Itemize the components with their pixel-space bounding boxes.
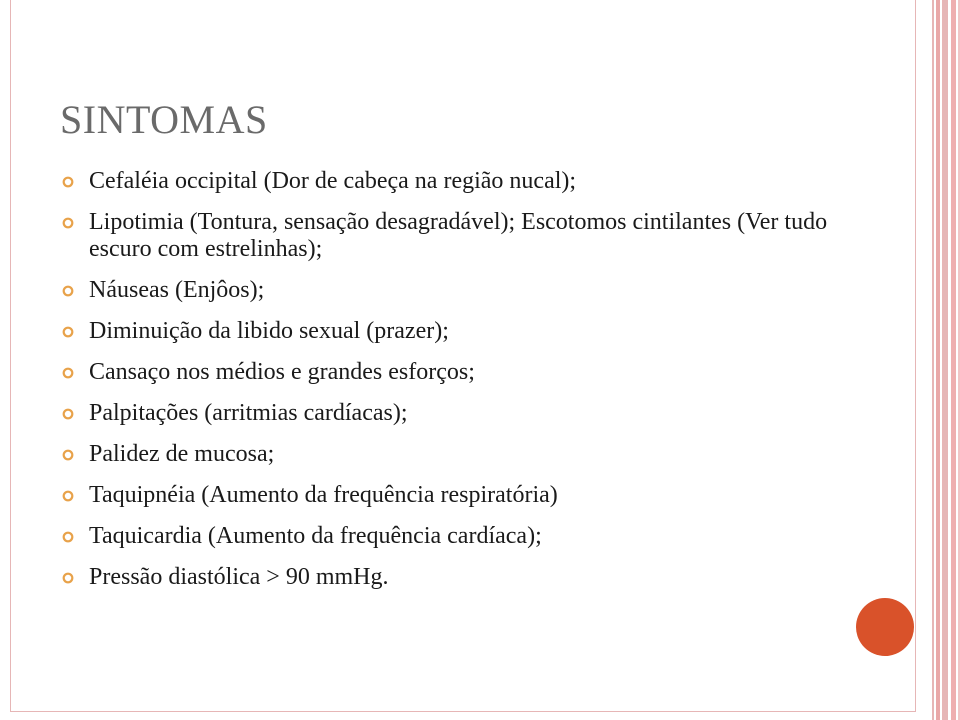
bullet-list [62,168,852,605]
bullet-item [62,441,852,468]
bullet-item [62,564,852,591]
bullet-text: Pressão diastólica > 90 mmHg. [89,564,389,590]
stripe-line [936,0,940,720]
bullet-text: Taquipnéia (Aumento da frequência respiratória) [89,482,558,508]
bullet-text: Cefaléia occipital (Dor de cabeça na região nucal); [89,168,577,194]
stripe-line [942,0,948,720]
bullet-text: Palpitações (arritmias cardíacas); [89,400,408,426]
bullet-item [62,318,852,345]
bullet-item [62,400,852,427]
ring-bullet-icon [62,449,74,461]
bullet-text: Diminuição da libido sexual (prazer); [89,318,449,344]
bullet-text: Lipotimia (Tontura, sensação desagradável); Escotomos cintilantes (Ver tudo escuro com estrelinhas); [89,209,828,262]
orange-circle-icon [856,598,914,656]
ring-bullet-icon [62,217,74,229]
bullet-text: Palidez de mucosa; [89,441,275,467]
ring-bullet-icon [62,326,74,338]
bullet-text: Taquicardia (Aumento da frequência cardíaca); [89,523,542,549]
bullet-item [62,277,852,304]
ring-bullet-icon [62,490,74,502]
ring-bullet-icon [62,531,74,543]
slide-title: SINTOMAS [60,97,268,142]
bullet-item [62,482,852,509]
bullet-item [62,523,852,550]
ring-bullet-icon [62,572,74,584]
ring-bullet-icon [62,176,74,188]
bullet-item [62,209,852,263]
stripe-line [932,0,934,720]
ring-bullet-icon [62,367,74,379]
bullet-item [62,168,852,195]
bullet-text: Cansaço nos médios e grandes esforços; [89,359,475,385]
decorative-stripes [926,0,960,720]
bullet-item [62,359,852,386]
ring-bullet-icon [62,408,74,420]
ring-bullet-icon [62,285,74,297]
stripe-line [951,0,956,720]
bullet-text: Náuseas (Enjôos); [89,277,265,303]
